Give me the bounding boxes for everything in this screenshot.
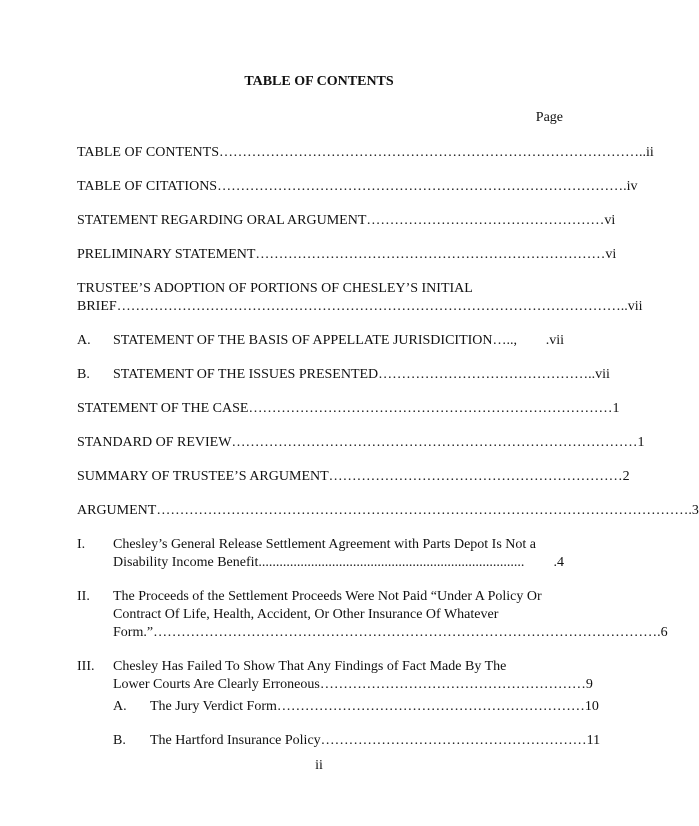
toc-entry[interactable]	[77, 468, 630, 486]
toc-entry[interactable]	[77, 502, 699, 520]
toc-entry-number: I.	[77, 537, 86, 552]
toc-entry-page: ..ii	[639, 145, 654, 160]
toc-entry-title: STATEMENT OF THE BASIS OF APPELLATE JURISDICITION	[113, 333, 493, 348]
toc-entry-number: II.	[77, 589, 90, 604]
dot-leader: ………………………………………………………………………………	[219, 145, 639, 160]
toc-entry[interactable]	[113, 366, 610, 384]
page-number-footer: ii	[315, 758, 323, 773]
toc-entry[interactable]	[77, 400, 620, 418]
dot-leader: …………………………………………………………	[276, 699, 585, 714]
toc-entry-title: Form.”	[113, 625, 154, 640]
toc-entry-page: 11	[586, 733, 601, 748]
toc-entry-title: STATEMENT REGARDING ORAL ARGUMENT	[77, 213, 367, 228]
toc-entry[interactable]	[77, 298, 643, 316]
toc-entry[interactable]	[77, 246, 617, 264]
toc-entry-line: The Proceeds of the Settlement Proceeds Were Not Paid “Under A Policy Or	[113, 589, 542, 604]
toc-entry[interactable]	[77, 178, 638, 196]
toc-entry[interactable]	[150, 732, 601, 750]
dot-leader: …………………………………………………	[320, 733, 587, 748]
toc-entry-title: TABLE OF CONTENTS	[77, 145, 219, 160]
dot-leader: ………………………………………	[378, 367, 589, 382]
toc-entry-title: Disability Income Benefit	[113, 555, 259, 570]
dot-leader: ……………………………………………………………………………	[217, 179, 624, 194]
dot-leader: …………………………………………………	[319, 677, 586, 692]
dot-leader: ………………………………………………………………………………………………	[153, 625, 658, 640]
dot-leader: ............................................................................	[258, 555, 525, 570]
toc-entry-number: B.	[77, 367, 90, 382]
toc-entry-title: SUMMARY OF TRUSTEE’S ARGUMENT	[77, 469, 329, 484]
toc-entry-title: STANDARD OF REVIEW	[77, 435, 232, 450]
toc-entry-title: ARGUMENT	[77, 503, 157, 518]
toc-entry-page: .6	[657, 625, 668, 640]
toc-entry-page: ..vii	[588, 367, 610, 382]
toc-entry-page: .4	[553, 555, 564, 570]
dot-leader: ……………………………………………	[366, 213, 605, 228]
toc-entry[interactable]	[150, 698, 599, 716]
toc-entry[interactable]	[77, 434, 645, 452]
toc-entry-page: vi	[605, 247, 617, 262]
toc-entry-line: Chesley Has Failed To Show That Any Findings of Fact Made By The	[113, 659, 507, 674]
toc-entry-title: BRIEF	[77, 299, 117, 314]
toc-entry-page: 2	[622, 469, 630, 484]
toc-entry-page: 10	[584, 699, 599, 714]
toc-entry-page: .3	[688, 503, 699, 518]
toc-entry-title: The Hartford Insurance Policy	[150, 733, 321, 748]
toc-entry-number: B.	[113, 733, 126, 748]
dot-leader: ………………………………………………………	[328, 469, 623, 484]
toc-entry-title: The Jury Verdict Form	[150, 699, 277, 714]
toc-entry-title: STATEMENT OF THE ISSUES PRESENTED	[113, 367, 379, 382]
toc-entry-number: III.	[77, 659, 95, 674]
toc-entry-title: PRELIMINARY STATEMENT	[77, 247, 256, 262]
toc-entry-line: Chesley’s General Release Settlement Agreement with Parts Depot Is Not a	[113, 537, 537, 552]
dot-leader: ………………………………………………………………………………………………	[116, 299, 621, 314]
toc-entry[interactable]	[113, 554, 564, 572]
toc-entry-line: TRUSTEE’S ADOPTION OF PORTIONS OF CHESLEY’S INITIAL	[77, 281, 473, 296]
toc-entry-page: 1	[637, 435, 645, 450]
dot-leader: …………………………………………………………………	[255, 247, 606, 262]
toc-entry[interactable]	[113, 624, 668, 642]
page-column-heading: Page	[535, 110, 563, 125]
toc-entry-title: STATEMENT OF THE CASE	[77, 401, 249, 416]
toc-entry-number: A.	[77, 333, 91, 348]
toc-entry-title: TABLE OF CITATIONS	[77, 179, 218, 194]
toc-entry[interactable]	[77, 144, 654, 162]
toc-entry[interactable]	[77, 212, 616, 230]
toc-entry-page: 9	[585, 677, 593, 692]
dot-leader: ……………………………………………………………………………	[231, 435, 638, 450]
page-title: TABLE OF CONTENTS	[244, 74, 394, 89]
toc-entry-page: .vii	[545, 333, 564, 348]
toc-entry-page: ..vii	[620, 299, 643, 314]
toc-entry[interactable]	[113, 332, 564, 350]
toc-entry-page: 1	[612, 401, 620, 416]
dot-leader: …..,	[492, 333, 518, 348]
toc-entry-page: .iv	[623, 179, 638, 194]
dot-leader: ……………………………………………………………………………………………………	[156, 503, 689, 518]
toc-entry[interactable]	[113, 676, 593, 694]
toc-entry-title: Lower Courts Are Clearly Erroneous	[113, 677, 320, 692]
dot-leader: ……………………………………………………………………	[248, 401, 613, 416]
toc-entry-line: Contract Of Life, Health, Accident, Or Other Insurance Of Whatever	[113, 607, 499, 622]
toc-entry-page: vi	[604, 213, 616, 228]
toc-entry-number: A.	[113, 699, 127, 714]
